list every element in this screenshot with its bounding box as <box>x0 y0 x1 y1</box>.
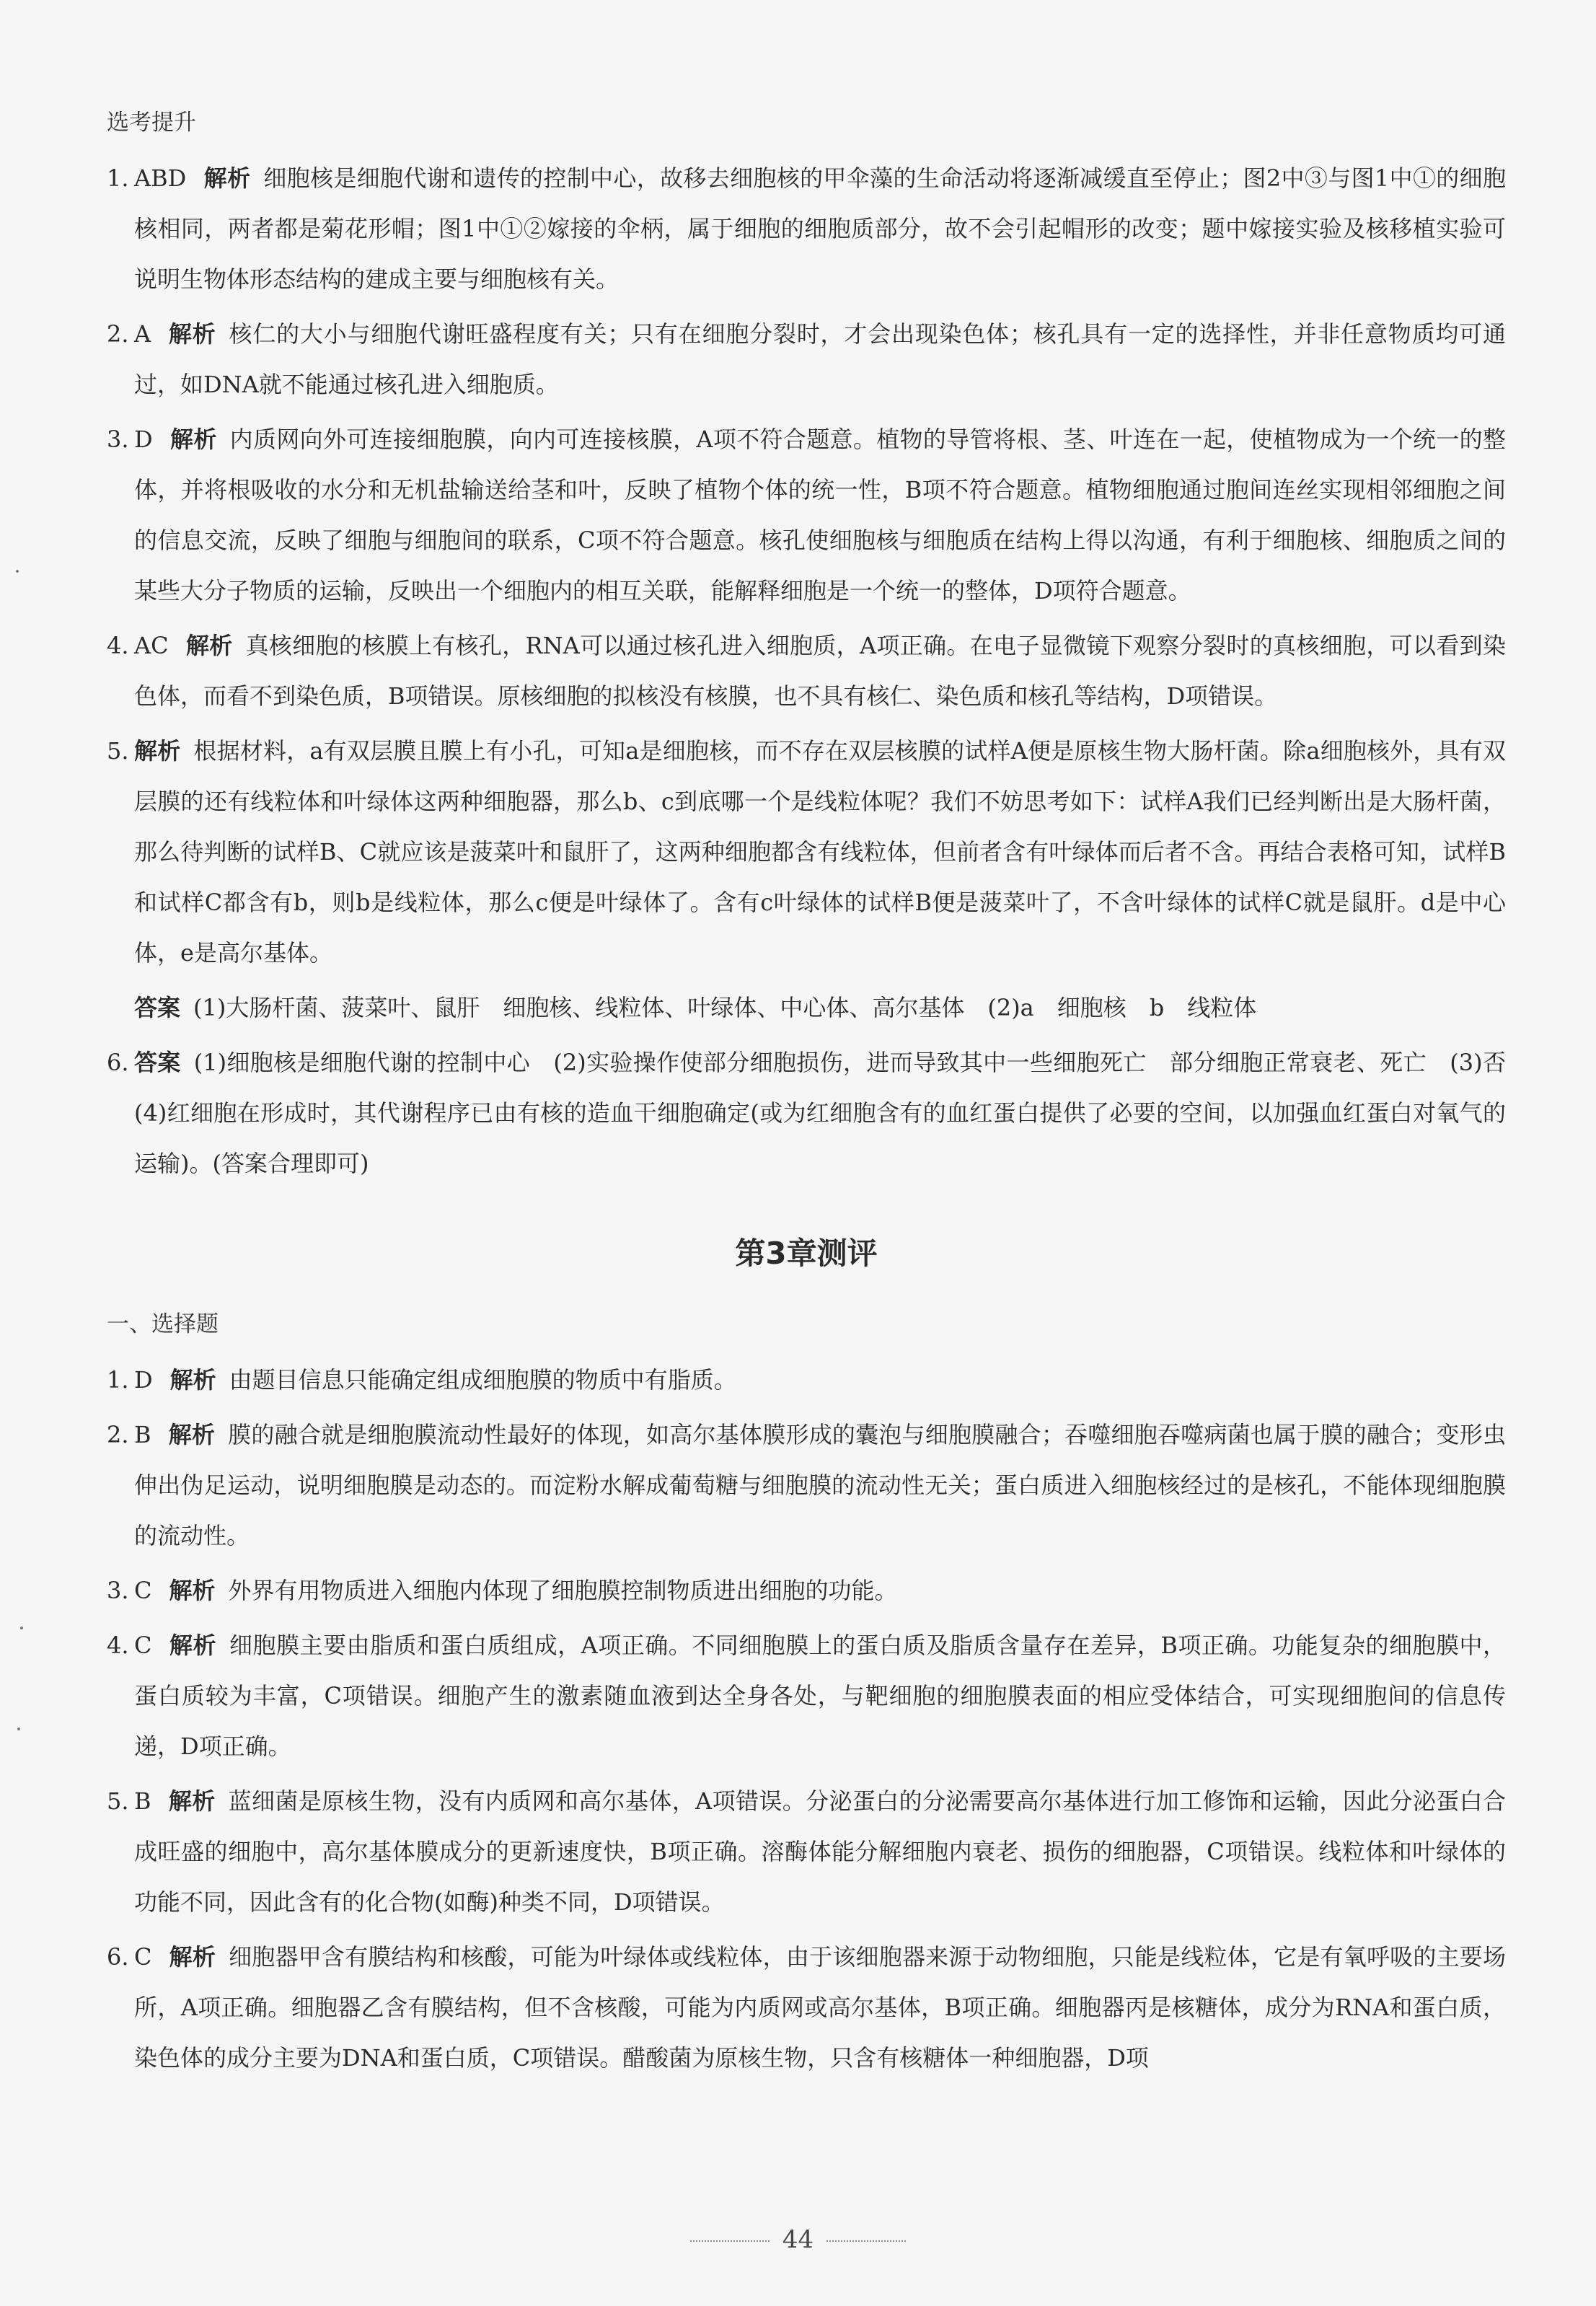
page-number: 44 <box>782 2225 814 2254</box>
item-number: 1. <box>107 1366 129 1394</box>
item-text: 由题目信息只能确定组成细胞膜的物质中有脂质。 <box>229 1366 737 1394</box>
analysis-keyword: 解析 <box>169 426 217 453</box>
item-text: 真核细胞的核膜上有核孔，RNA可以通过核孔进入细胞质，A项正确。在电子显微镜下观察分裂时的真核细胞，可以看到染色体，而看不到染色质，B项错误。原核细胞的拟核没有核膜，也不具有核仁、染色质和核孔等结构，D项错误。 <box>134 632 1506 710</box>
item-text: 根据材料，a有双层膜且膜上有小孔，可知a是细胞核，而不存在双层核膜的试样A便是原核生物大肠杆菌。除a细胞核外，具有双层膜的还有线粒体和叶绿体这两种细胞器，那么b、c到底哪一个是线粒体呢？我们不妨思考如下：试样A我们已经判断出是大肠杆菌，那么待判断的试样B、C就应该是菠菜叶和鼠肝了，这两种细胞都含有线粒体，但前者含有叶绿体而后者不含。再结合表格可知，试样B和试样C都含有b，则b是线粒体，那么c便是叶绿体了。含有c叶绿体的试样B便是菠菜叶了，不含叶绿体的试样C就是鼠肝。d是中心体，e是高尔基体。 <box>134 737 1506 967</box>
item-text: 细胞器甲含有膜结构和核酸，可能为叶绿体或线粒体，由于该细胞器来源于动物细胞，只能是线粒体，它是有氧呼吸的主要场所，A项正确。细胞器乙含有膜结构，但不含核酸，可能为内质网或高尔基体，B项正确。细胞器丙是核糖体，成分为RNA和蛋白质，染色体的成分主要为DNA和蛋白质，C项错误。醋酸菌为原核生物，只含有核糖体一种细胞器，D项 <box>134 1943 1506 2072</box>
item-number: 4. <box>107 632 129 659</box>
item-number: 6. <box>107 1049 129 1076</box>
item-number: 2. <box>107 320 129 348</box>
item-text: 膜的融合就是细胞膜流动性最好的体现，如高尔基体膜形成的囊泡与细胞膜融合；吞噬细胞吞噬病菌也属于膜的融合；变形虫伸出伪足运动，说明细胞膜是动态的。而淀粉水解成葡萄糖与细胞膜的流动性无关；蛋白质进入细胞核经过的是核孔，不能体现细胞膜的流动性。 <box>134 1421 1506 1549</box>
analysis-keyword: 解析 <box>169 1943 216 1971</box>
answer-item <box>107 1776 1506 1927</box>
answer-item <box>107 1565 1506 1616</box>
item-number: 2. <box>107 1421 129 1448</box>
scan-speck <box>16 570 19 573</box>
item-answer: B <box>134 1421 151 1448</box>
item-answer: D <box>134 426 153 453</box>
item-text: 细胞膜主要由脂质和蛋白质组成，A项正确。不同细胞膜上的蛋白质及脂质含量存在差异，B项正确。功能复杂的细胞膜中，蛋白质较为丰富，C项错误。细胞产生的激素随血液到达全身各处，与靶细胞的细胞膜表面的相应受体结合，可实现细胞间的信息传递，D项正确。 <box>134 1632 1506 1760</box>
scan-speck <box>20 1627 23 1629</box>
analysis-keyword: 解析 <box>168 320 216 348</box>
answer-item <box>107 1355 1506 1405</box>
answer-item <box>107 309 1506 410</box>
scan-speck <box>17 1728 20 1730</box>
footer-decoration <box>690 2240 770 2242</box>
item-answer: ABD <box>134 164 187 192</box>
item-number: 3. <box>107 1577 129 1604</box>
analysis-keyword: 解析 <box>169 1577 216 1604</box>
item-text: 核仁的大小与细胞代谢旺盛程度有关；只有在细胞分裂时，才会出现染色体；核孔具有一定的选择性，并非任意物质均可通过，如DNA就不能通过核孔进入细胞质。 <box>134 320 1506 398</box>
item-text: 细胞核是细胞代谢和遗传的控制中心，故移去细胞核的甲伞藻的生命活动将逐渐减缓直至停止；图2中③与图1中①的细胞核相同，两者都是菊花形帽；图1中①②嫁接的伞柄，属于细胞的细胞质部分，故不会引起帽形的改变；题中嫁接实验及核移植实验可说明生物体形态结构的建成主要与细胞核有关。 <box>134 164 1506 293</box>
item-number: 5. <box>107 737 129 765</box>
item-text: 外界有用物质进入细胞内体现了细胞膜控制物质进出细胞的功能。 <box>228 1577 898 1604</box>
content <box>107 108 1529 2087</box>
answer-item <box>107 153 1506 304</box>
item-answer: A <box>134 320 151 348</box>
item-answer: C <box>134 1943 152 1971</box>
answer-item <box>107 1620 1506 1772</box>
analysis-keyword: 解析 <box>134 737 181 765</box>
answer-keyword: 答案 <box>134 1049 181 1076</box>
item-number: 3. <box>107 426 129 453</box>
item-answer: AC <box>134 632 169 659</box>
item-text: 蓝细菌是原核生物，没有内质网和高尔基体，A项错误。分泌蛋白的分泌需要高尔基体进行加工修饰和运输，因此分泌蛋白合成旺盛的细胞中，高尔基体膜成分的更新速度快，B项正确。溶酶体能分解细胞内衰老、损伤的细胞器，C项错误。线粒体和叶绿体的功能不同，因此含有的化合物(如酶)种类不同，D项错误。 <box>134 1787 1506 1916</box>
item-text: 内质网向外可连接细胞膜，向内可连接核膜，A项不符合题意。植物的导管将根、茎、叶连在一起，使植物成为一个统一的整体，并将根吸收的水分和无机盐输送给茎和叶，反映了植物个体的统一性，B项不符合题意。植物细胞通过胞间连丝实现相邻细胞之间的信息交流，反映了细胞与细胞间的联系，C项不符合题意。核孔使细胞核与细胞质在结构上得以沟通，有利于细胞核、细胞质之间的某些大分子物质的运输，反映出一个细胞内的相互关联，能解释细胞是一个统一的整体，D项符合题意。 <box>134 426 1506 604</box>
answer-list <box>107 153 1506 978</box>
answer-list <box>107 1355 1506 2083</box>
analysis-keyword: 解析 <box>169 1632 217 1659</box>
item-number: 4. <box>107 1632 129 1659</box>
analysis-keyword: 解析 <box>185 632 233 659</box>
item-answer: C <box>134 1632 152 1659</box>
answer-text: (1)大肠杆菌、菠菜叶、鼠肝 细胞核、线粒体、叶绿体、中心体、高尔基体 (2)a 细胞核 b 线粒体 <box>193 994 1257 1021</box>
answer-line <box>107 982 1506 1033</box>
section-label: 选考提升 <box>107 110 196 136</box>
item-number: 1. <box>107 164 129 192</box>
answer-item <box>107 620 1506 721</box>
answer-keyword: 答案 <box>134 994 181 1021</box>
chapter-title: 第3章测评 <box>735 1236 878 1271</box>
analysis-keyword: 解析 <box>169 1366 216 1394</box>
section-label: 一、选择题 <box>107 1311 219 1337</box>
item-answer: D <box>134 1366 153 1394</box>
analysis-keyword: 解析 <box>203 164 251 192</box>
item-answer: B <box>134 1787 151 1815</box>
item-text: (1)细胞核是细胞代谢的控制中心 (2)实验操作使部分细胞损伤，进而导致其中一些细胞死亡 部分细胞正常衰老、死亡 (3)否 (4)红细胞在形成时，其代谢程序已由有核的造血干细胞确定(或为红细胞含有的血红蛋白提供了必要的空间，以加强血红蛋白对氧气的运输)。(答案合理即可) <box>134 1049 1529 1177</box>
item-number: 5. <box>107 1787 129 1815</box>
item-answer: C <box>134 1577 152 1604</box>
analysis-keyword: 解析 <box>168 1787 216 1815</box>
answer-item <box>107 414 1506 616</box>
analysis-keyword: 解析 <box>168 1421 216 1448</box>
answer-item <box>107 1037 1529 1189</box>
page-footer <box>0 2225 1596 2254</box>
footer-decoration <box>826 2240 906 2242</box>
answer-item <box>107 1409 1506 1561</box>
item-number: 6. <box>107 1943 129 1971</box>
answer-item <box>107 726 1506 978</box>
answer-item <box>107 1932 1506 2083</box>
